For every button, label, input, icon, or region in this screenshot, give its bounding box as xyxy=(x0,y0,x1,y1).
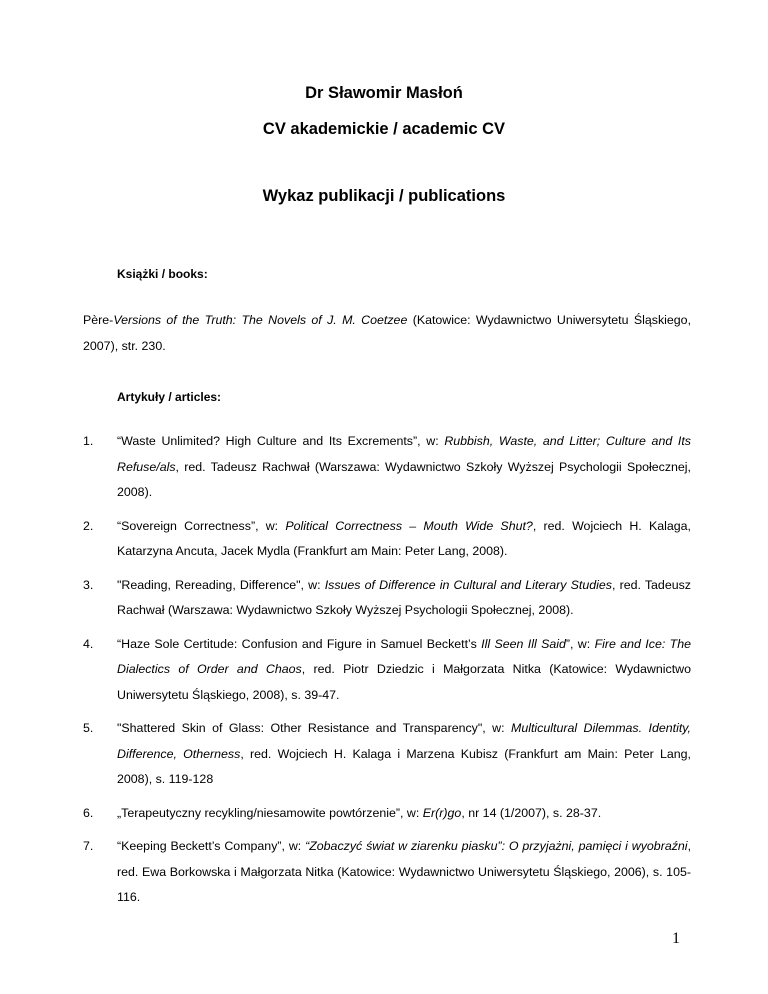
list-item xyxy=(83,801,691,827)
book-prefix: Père- xyxy=(83,313,114,327)
article-details: , red. Wojciech H. Kalaga, Katarzyna Ancuta, Jacek Mydla (Frankfurt am Main: Peter Lang, 2008). xyxy=(117,518,691,558)
item-number: 2. xyxy=(83,518,94,533)
article-title-end: ”, w: xyxy=(565,636,595,651)
article-title: “Waste Unlimited? High Culture and Its Excrements”, w: xyxy=(117,434,445,448)
item-number: 7. xyxy=(83,839,94,853)
source-title: Political Correctness – Mouth Wide Shut? xyxy=(285,518,533,533)
source-title: Issues of Difference in Cultural and Literary Studies xyxy=(324,577,612,592)
source-title: Er(r)go xyxy=(422,805,462,820)
item-number: 5. xyxy=(83,721,94,735)
article-title: “Keeping Beckett’s Company”, w: xyxy=(117,839,306,853)
source-title: “Zobaczyć świat w ziarenku piasku”: O przyjażni, pamięci i wyobraźni xyxy=(305,839,688,853)
list-item xyxy=(83,514,691,565)
item-number: 6. xyxy=(83,805,94,820)
article-details: , nr 14 (1/2007), s. 28-37. xyxy=(461,805,602,820)
item-number: 1. xyxy=(83,434,94,448)
source-title: Rubbish, Waste, and Litter; Culture and Its Refuse/als xyxy=(117,434,691,474)
book-title: Versions of the Truth: The Novels of J. M. Coetzee xyxy=(113,313,408,327)
cv-title: CV akademickie / academic CV xyxy=(262,120,506,138)
list-item xyxy=(83,632,691,709)
article-title: “Haze Sole Certitude: Confusion and Figure in Samuel Beckett’s xyxy=(117,636,482,651)
article-title: “Sovereign Correctness”, w: xyxy=(117,518,286,533)
item-number: 3. xyxy=(83,577,94,592)
article-details: , red. Wojciech H. Kalaga i Marzena Kubisz (Frankfurt am Main: Peter Lang, 2008), s. 119-128 xyxy=(117,746,691,786)
work-title: Ill Seen Ill Said xyxy=(481,636,566,651)
list-item xyxy=(83,834,691,911)
source-title: Fire and Ice: The Dialectics of Order and Chaos xyxy=(117,636,691,676)
article-title: "Reading, Rereading, Difference", w: xyxy=(117,577,325,592)
article-details: , red. Ewa Borkowska i Małgorzata Nitka (Katowice: Wydawnictwo Uniwersytetu Śląskiego, 2006), s. 105-116. xyxy=(117,839,692,904)
item-number: 4. xyxy=(83,636,94,651)
articles-list xyxy=(83,429,691,919)
articles-heading: Artykuły / articles: xyxy=(117,390,222,404)
article-details: , red. Tadeusz Rachwał (Warszawa: Wydawnictwo Szkoły Wyższej Psychologii Społecznej, 2008). xyxy=(117,577,691,617)
book-entry xyxy=(83,308,691,359)
page-number: 1 xyxy=(672,930,680,947)
article-title: „Terapeutyczny recykling/niesamowite powtórzenie”, w: xyxy=(117,805,423,820)
books-heading: Książki / books: xyxy=(117,267,208,281)
book-details: (Katowice: Wydawnictwo Uniwersytetu Śląskiego, 2007), str. 230. xyxy=(83,313,692,353)
source-title: Multicultural Dilemmas. Identity, Difference, Otherness xyxy=(117,721,691,761)
author-name: Dr Sławomir Masłoń xyxy=(305,84,463,102)
list-item xyxy=(83,429,691,506)
article-details: , red. Tadeusz Rachwał (Warszawa: Wydawnictwo Szkoły Wyższej Psychologii Społecznej, 2008). xyxy=(117,459,691,499)
list-item xyxy=(83,573,691,624)
article-title: "Shattered Skin of Glass: Other Resistance and Transparency", w: xyxy=(117,721,511,735)
publications-title: Wykaz publikacji / publications xyxy=(262,187,506,205)
list-item xyxy=(83,716,691,793)
article-details: , red. Piotr Dziedzic i Małgorzata Nitka (Katowice: Wydawnictwo Uniwersytetu Śląskiego, 2008), s. 39-47. xyxy=(117,662,691,702)
